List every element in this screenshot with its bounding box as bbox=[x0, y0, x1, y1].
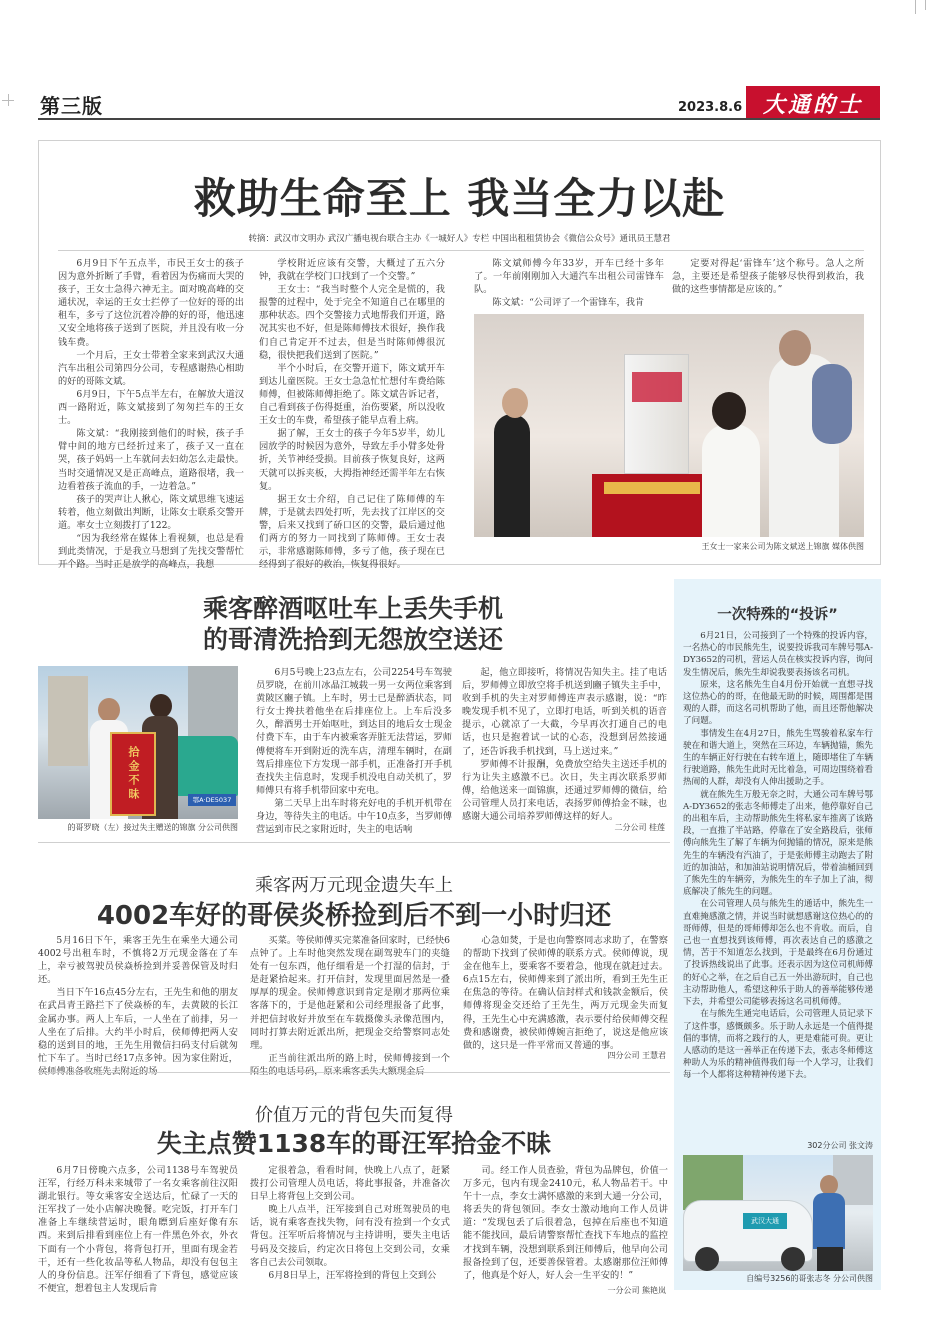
car-text: 武汉大通 bbox=[743, 1213, 787, 1229]
paragraph: 陈文斌师傅今年33岁，开车已经十多年了。一年前刚刚加入大通汽车出租公司雷锋车队。 bbox=[474, 258, 664, 296]
paragraph: 就在熊先生万般无奈之时，大通公司车牌号鄂A-DY3652的张志冬师傅走了出来，他停靠好自己的出租车后，主动帮助熊先生将私家车推离了该路段，一直推了半站路，停靠在了安全路段后，张师傅向熊先生了解了车辆为何抛锚的情况，原来是熊先生的车辆没有汽油了，于是张师傅主动跑去了附近的加油站，和加油站说明情况后，带着油桶回到了熊先生的车辆旁，为熊先生的车子加上了油，彻底解决了熊先生的问题。 bbox=[683, 789, 873, 898]
article-1-source: 转摘：武汉市文明办 武汉广播电视台联合主办《一城好人》专栏 中国出租租赁协会《微信公众号》通讯员王慧君 bbox=[248, 234, 671, 244]
article-2-photo bbox=[38, 666, 238, 819]
edition-label: 第三版 bbox=[40, 94, 103, 118]
paragraph: 孩子的哭声让人揪心，陈文斌思维飞速运转着，他立刻做出判断，让陈女士联系交警开道。率女士立刻拨打了122。 bbox=[58, 493, 244, 531]
article-1-photo bbox=[474, 314, 864, 537]
paragraph: 6月7日傍晚六点多，公司1138号车驾驶员汪军，行经万科未来城带了一名女乘客前往汉阳湖北银行。等女乘客安全送达后，忙碌了一天的汪军找了一处小店解决晚餐。吃完饭，打开车门准备上车继续营运时，眼角瞟到后座好像有东西。来到后排看到座位上有一件黑色外衣，外衣下面有一个小背包，将背包打开，里面有现金若干，还有一些化妆品等私人物品，却没有包包主人的身份信息。汪军仔细看了下背包，感觉应该不便宜，想着包主人发现后肯 bbox=[38, 1165, 238, 1294]
paragraph: 起，他立即接听，将情况告知失主。挂了电话后，罗师傅立即放空将手机送到豳子镇失主手中，收到手机的失主对罗师傅连声表示感谢，说：“昨晚发现手机不见了，立即打电话，听到关机的语音提示，心就凉了一大截，今早再次打通自己的电话，也只是抱着试一试的心态，没想到居然接通了，还告诉我手机找到，马上送过来。” bbox=[462, 667, 667, 757]
paragraph: 定要对得起‘雷锋车’这个称号。急人之所急，主要还是希望孩子能够尽快得到救治，我做的这些事情都是应该的。” bbox=[672, 258, 864, 296]
article-3-subtitle: 乘客两万元现金遗失车上 bbox=[255, 875, 453, 896]
article-4-subtitle: 价值万元的背包失而复得 bbox=[255, 1105, 453, 1126]
paragraph: 第二天早上出车时将充好电的手机开机带在身边，等待失主的电话。中午10点多，当罗师傅营运到市民之家附近时，失主的电话响 bbox=[256, 797, 452, 836]
article-2-title-line-2: 的哥清洗拾到无怨放空送还 bbox=[202, 625, 503, 654]
article-3-column-1 bbox=[38, 934, 238, 1064]
paragraph: 在公司管理人员与熊先生的通话中，熊先生一直难掩感激之情，并说当时就想感谢这位热心的的哥师傅，但是的哥师傅却怎么也不肯收。而后，自己也一直想找到该师傅，再次表达自己的感激之情，苦于不知道怎么找到，于是最终在6月份通过了投诉热线说出了此事。还表示因为这位司机师傅的好心之举，在之后自己五一外出游玩时，自己也主动帮助他人，希望这种乐于助人的善举能够传递下去，并希望公司能够表扬这名司机师傅。 bbox=[683, 899, 873, 1008]
divider bbox=[38, 1072, 670, 1073]
paragraph: 王女士：“我当时整个人完全是慌的，我报警的过程中，处于完全不知道自己在哪里的那种状态。四个交警接力式地帮我们开道，路况其实也不好，但是陈师傅技术很好，换作我们自己肯定开不过去，但是当时陈师傅很沉稳，很快把我们送到了医院。” bbox=[259, 284, 445, 361]
sidebar-title: 一次特殊的“投诉” bbox=[717, 607, 838, 623]
paragraph: 晚上八点半，汪军接到自己对班驾驶员的电话，说有乘客查找失物，问有没有捡到一个女式背包。汪军听后将情况与主持讲明，要失主电话号码及交接后，约定次日将包上交到公司，女乘客自己去公司领取。 bbox=[250, 1204, 450, 1268]
article-3-title: 4002车好的哥侯炎桥捡到后不到一小时归还 bbox=[96, 901, 612, 931]
article-3-credit: 四分公司 王慧君 bbox=[607, 1051, 666, 1060]
article-4-column-1 bbox=[38, 1164, 238, 1296]
article-2-column-2 bbox=[462, 666, 667, 822]
paragraph: 6月8日早上，汪军将捡到的背包上交到公 bbox=[268, 1269, 437, 1281]
article-3-column-2 bbox=[250, 934, 450, 1064]
divider bbox=[58, 250, 864, 251]
paragraph: 事情发生在4月27日，熊先生骂骏着私家车行驶在和谐大道上，突然在三环边，车辆抛锚，熊先生的车辆正好行驶在右转车道上，随即堵住了车辆行驶道路，熊先生此时无比着急，可周边围绕着看热闹的人群，却没有人伸出援助之手。 bbox=[683, 728, 873, 788]
paragraph: 半个小时后，在交警开道下，陈文斌开车到达儿童医院。王女士急急忙忙想付车费给陈师傅，但被陈师傅拒绝了。陈文斌告诉记者，自己看到孩子伤得挺重，治伤要紧，所以没收王女士的车费，希望孩子能早点看上病。 bbox=[259, 362, 445, 427]
paragraph: 罗师傅不计报酬，免费放空给失主送还手机的行为让失主感激不已。次日，失主再次联系罗师傅，给他送来一面锦旗，还通过罗师傅的微信，给公司管理人员打来电话，表扬罗师傅拾金不昧，也感谢大通公司培养罗师傅这样的好人。 bbox=[462, 758, 667, 823]
article-4-credit: 一分公司 熊艳岚 bbox=[607, 1286, 666, 1295]
article-2-photo-caption: 的哥罗晓（左）接过失主赠送的锦旗 分公司供图 bbox=[67, 823, 238, 832]
sidebar-credit: 302分公司 张文涛 bbox=[807, 1141, 873, 1150]
banner-text: 拾金不昧 bbox=[127, 746, 140, 802]
paragraph: 陈文斌：“我刚接到他们的时候，孩子手臂中间的地方已经折过来了，孩子又一直在哭，孩子妈妈一上车就问去妇幼怎么走最快。当时交通情况又是正高峰点，道路很堵，我一边看着孩子流血的手，一边着急。” bbox=[58, 428, 244, 492]
paragraph: 买菜。等侯师傅买完菜准备回家时，已经快6点钟了。上车时他突然发现在副驾驶车门的夹缝处有一包东西，他仔细看是一个打湿的信封，于是赶紧拾起来。打开信封，发现里面居然是一叠厚厚的现金。侯师傅意识到肯定是刚才那两位乘客落下的，于是他赶紧和公司经理报备了此事，并把信封收好并放至在车载摄像头录像范围内，同时打算去附近派出所，把现金交给警察同志处理。 bbox=[250, 935, 450, 1051]
article-4-column-2 bbox=[250, 1164, 450, 1296]
sidebar-photo-caption: 自编号3256的哥张志冬 分公司供图 bbox=[746, 1274, 873, 1283]
crop-mark bbox=[915, 0, 916, 14]
newspaper-logo bbox=[746, 86, 880, 120]
article-1-column-1 bbox=[58, 257, 244, 571]
article-2-column-1 bbox=[256, 666, 452, 838]
article-1-title: 救助生命至上 我当全力以赴 bbox=[193, 174, 726, 223]
paragraph: 原来，这名熊先生自4月份开始就一直想寻找这位热心的的哥，在他最无助的时候，周围都是围观的人群，而这名司机帮助了他，而且还帮他解决了问题。 bbox=[683, 679, 873, 727]
paragraph: 5月16日下午，乘客王先生在乘坐大通公司4002号出租车时，不慎将2万元现金落在了车上，幸亏被驾驶员侯焱桥捡到并妥善保管及时归还。 bbox=[38, 935, 238, 986]
paragraph: 正当前往派出所的路上时，侯师傅接到一个 bbox=[268, 1052, 450, 1064]
paragraph: 在与熊先生通完电话后，公司管理人员记录下了这件事，感慨颇多。乐于助人永远是一个值得提倡的事情，而将之践行的人，更是难能可贵。更让人感动的是这一善举正在传递下去，张志冬师傅这种助人为乐的精神值得我们每一个人学习，让我们每一个人都将这种精神传递下去。 bbox=[683, 1009, 873, 1081]
paragraph: 当日下午16点45分左右，王先生和他的朋友在武昌青王路拦下了侯焱桥的车，去黄陂的长江金属办事。两人上车后，一人坐在了前排，另一人坐在了后排。大约半小时后，侯师傅把两人安稳的送到目的地，王先生用微信扫码支付后就匆忙下车了。当时已经17点多钟。因为家住附近， bbox=[38, 987, 238, 1064]
paragraph: 定很着急，看看时间，快晚上八点了，赶紧拨打公司管理人员电话，将此事报备，并准备次日早上将背包上交到公司。 bbox=[250, 1165, 450, 1203]
paragraph: 据王女士介绍，自己记住了陈师傅的车牌，于是就去四处打听，先去找了江岸区的交警，后来又找到了硚口区的交警，最后通过他们两方的努力一同找到了陈师傅。王女士表示，非常感谢陈师傅，多亏了他，孩子现在已经得到了很好的救治，恢复得很好。 bbox=[259, 493, 445, 571]
paragraph: 心急如焚，于是也向警察同志求助了，在警察的帮助下找到了侯师傅的联系方式。侯师傅说，现金在他车上，要乘客不要着急，他现在就赶过去。6点15左右，侯师傅来到了派出所，看到王先生正在焦急的等待。在确认信封样式和钱款金额后，侯师傅将现金交还给了王先生，两万元现金失而复得，王先生心中充满感激，表示要付给侯师傅交程费和感谢费，被侯师傅婉言拒绝了，说这是他应该做的，这只是一件平常而又普通的事。 bbox=[463, 935, 668, 1051]
paragraph: 6月9日下午五点半，市民王女士的孩子因为意外折断了手臂，看着因为伤痛而大哭的孩子，王女士急得六神无主。面对晚高峰的交通状况，幸运的王女士拦停了一位好的哥的出租车，多亏了这位沉着冷静的好的哥，他迅速又安全地将孩子送到了医院，并且没有收一分钱车费。 bbox=[58, 258, 244, 348]
article-2-credit: 二分公司 桂莲 bbox=[614, 823, 665, 832]
paragraph: 一个月后，王女士带着全家来到武汉大通汽车出租公司第四分公司，专程感谢热心相助的好的哥陈文斌。 bbox=[58, 349, 244, 387]
plate-text: 鄂A·DE5037 bbox=[188, 794, 236, 806]
crop-mark bbox=[925, 0, 926, 10]
paragraph: 6月5号晚上23点左右，公司2254号车驾驶员罗晓，在前川冰晶江城载一男一女两位乘客到黄陂区豳子镇。上车时，男士已是醉酒状态，同行女士搀扶着他坐在后排座位上。上车后没多久，醉酒男士开始呕吐，到达目的地后女士现金付费下车，由于车内被乘客弄脏无法营运，罗师傅便将车开到附近的洗车店，清理车辆时，在副驾后排座位下方发现一部手机，正准备打开手机查找失主信息时，发现手机没电自动关机了，罗师傅只有将手机带回家中充电。 bbox=[256, 667, 452, 796]
article-3-column-3 bbox=[463, 934, 668, 1051]
article-4-column-3 bbox=[463, 1164, 668, 1284]
paragraph: 学校附近应该有交警，大概过了五六分钟，我就在学校门口找到了一个交警。” bbox=[259, 258, 445, 283]
paragraph: 6月21日，公司接到了一个特殊的投诉内容，一名热心的市民熊先生，说要投诉我司车牌号鄂A-DY3652的司机，营运人员在核实投诉内容，询问发生情况后，熊先生却说我要表扬该名司机。 bbox=[683, 631, 873, 678]
issue-date: 2023.8.6 bbox=[678, 100, 743, 115]
banner bbox=[110, 732, 156, 816]
sidebar-body bbox=[683, 630, 873, 1132]
paragraph: 司。经工作人员查验，背包为品牌包，价值一万多元，包内有现金2410元，私人物品若干。中午十一点，李女士满怀感激的来到大通一分公司，将丢失的背包领回。李女士激动地向工作人员讲道：“发现包丢了后很着急，包掉在后座也不知道能不能找回，最后请警察帮忙查找下车地点的监控才找到车辆，没想到联系到汪师傅后，他早向公司报备捡到了包，还要善保管着。太感谢那位汪师傅了，他真是个好人，好人会一生平安的！” bbox=[463, 1165, 668, 1281]
paragraph: 陈文斌：“公司评了一个雷锋车，我肯 bbox=[492, 297, 645, 309]
article-2-title-line-1: 乘客醉酒呕吐车上丢失手机 bbox=[202, 594, 503, 623]
paragraph: 据了解，王女士的孩子今年5岁半，幼儿园放学的时候因为意外，导致左手小臂多处骨折，关节神经受损。目前孩子恢复良好，这两天就可以拆夹板，大拇指神经还需半年左右恢复。 bbox=[259, 428, 445, 492]
article-4-title: 失主点赞1138车的哥汪军拾金不昧 bbox=[156, 1129, 552, 1158]
divider bbox=[38, 842, 670, 843]
logo-text: 大通的士 bbox=[762, 91, 863, 118]
article-1-photo-caption: 王女士一家来公司为陈文斌送上锦旗 媒体供图 bbox=[701, 542, 864, 551]
paragraph: “因为我经常在媒体上看视频，也总是看到此类情况，于是我立马想到了先找交警帮忙开个路。当时正是放学的高峰点，我想 bbox=[58, 532, 244, 571]
article-1-column-4 bbox=[672, 257, 864, 301]
sidebar-photo bbox=[683, 1155, 873, 1271]
paragraph: 6月9日，下午5点半左右，在解放大道汉西一路附近，陈文斌接到了匆匆拦车的王女士。 bbox=[58, 388, 244, 427]
masthead-rule bbox=[38, 118, 880, 120]
article-1-column-3 bbox=[474, 257, 664, 309]
crop-mark bbox=[2, 100, 14, 101]
article-1-column-2 bbox=[259, 257, 445, 571]
